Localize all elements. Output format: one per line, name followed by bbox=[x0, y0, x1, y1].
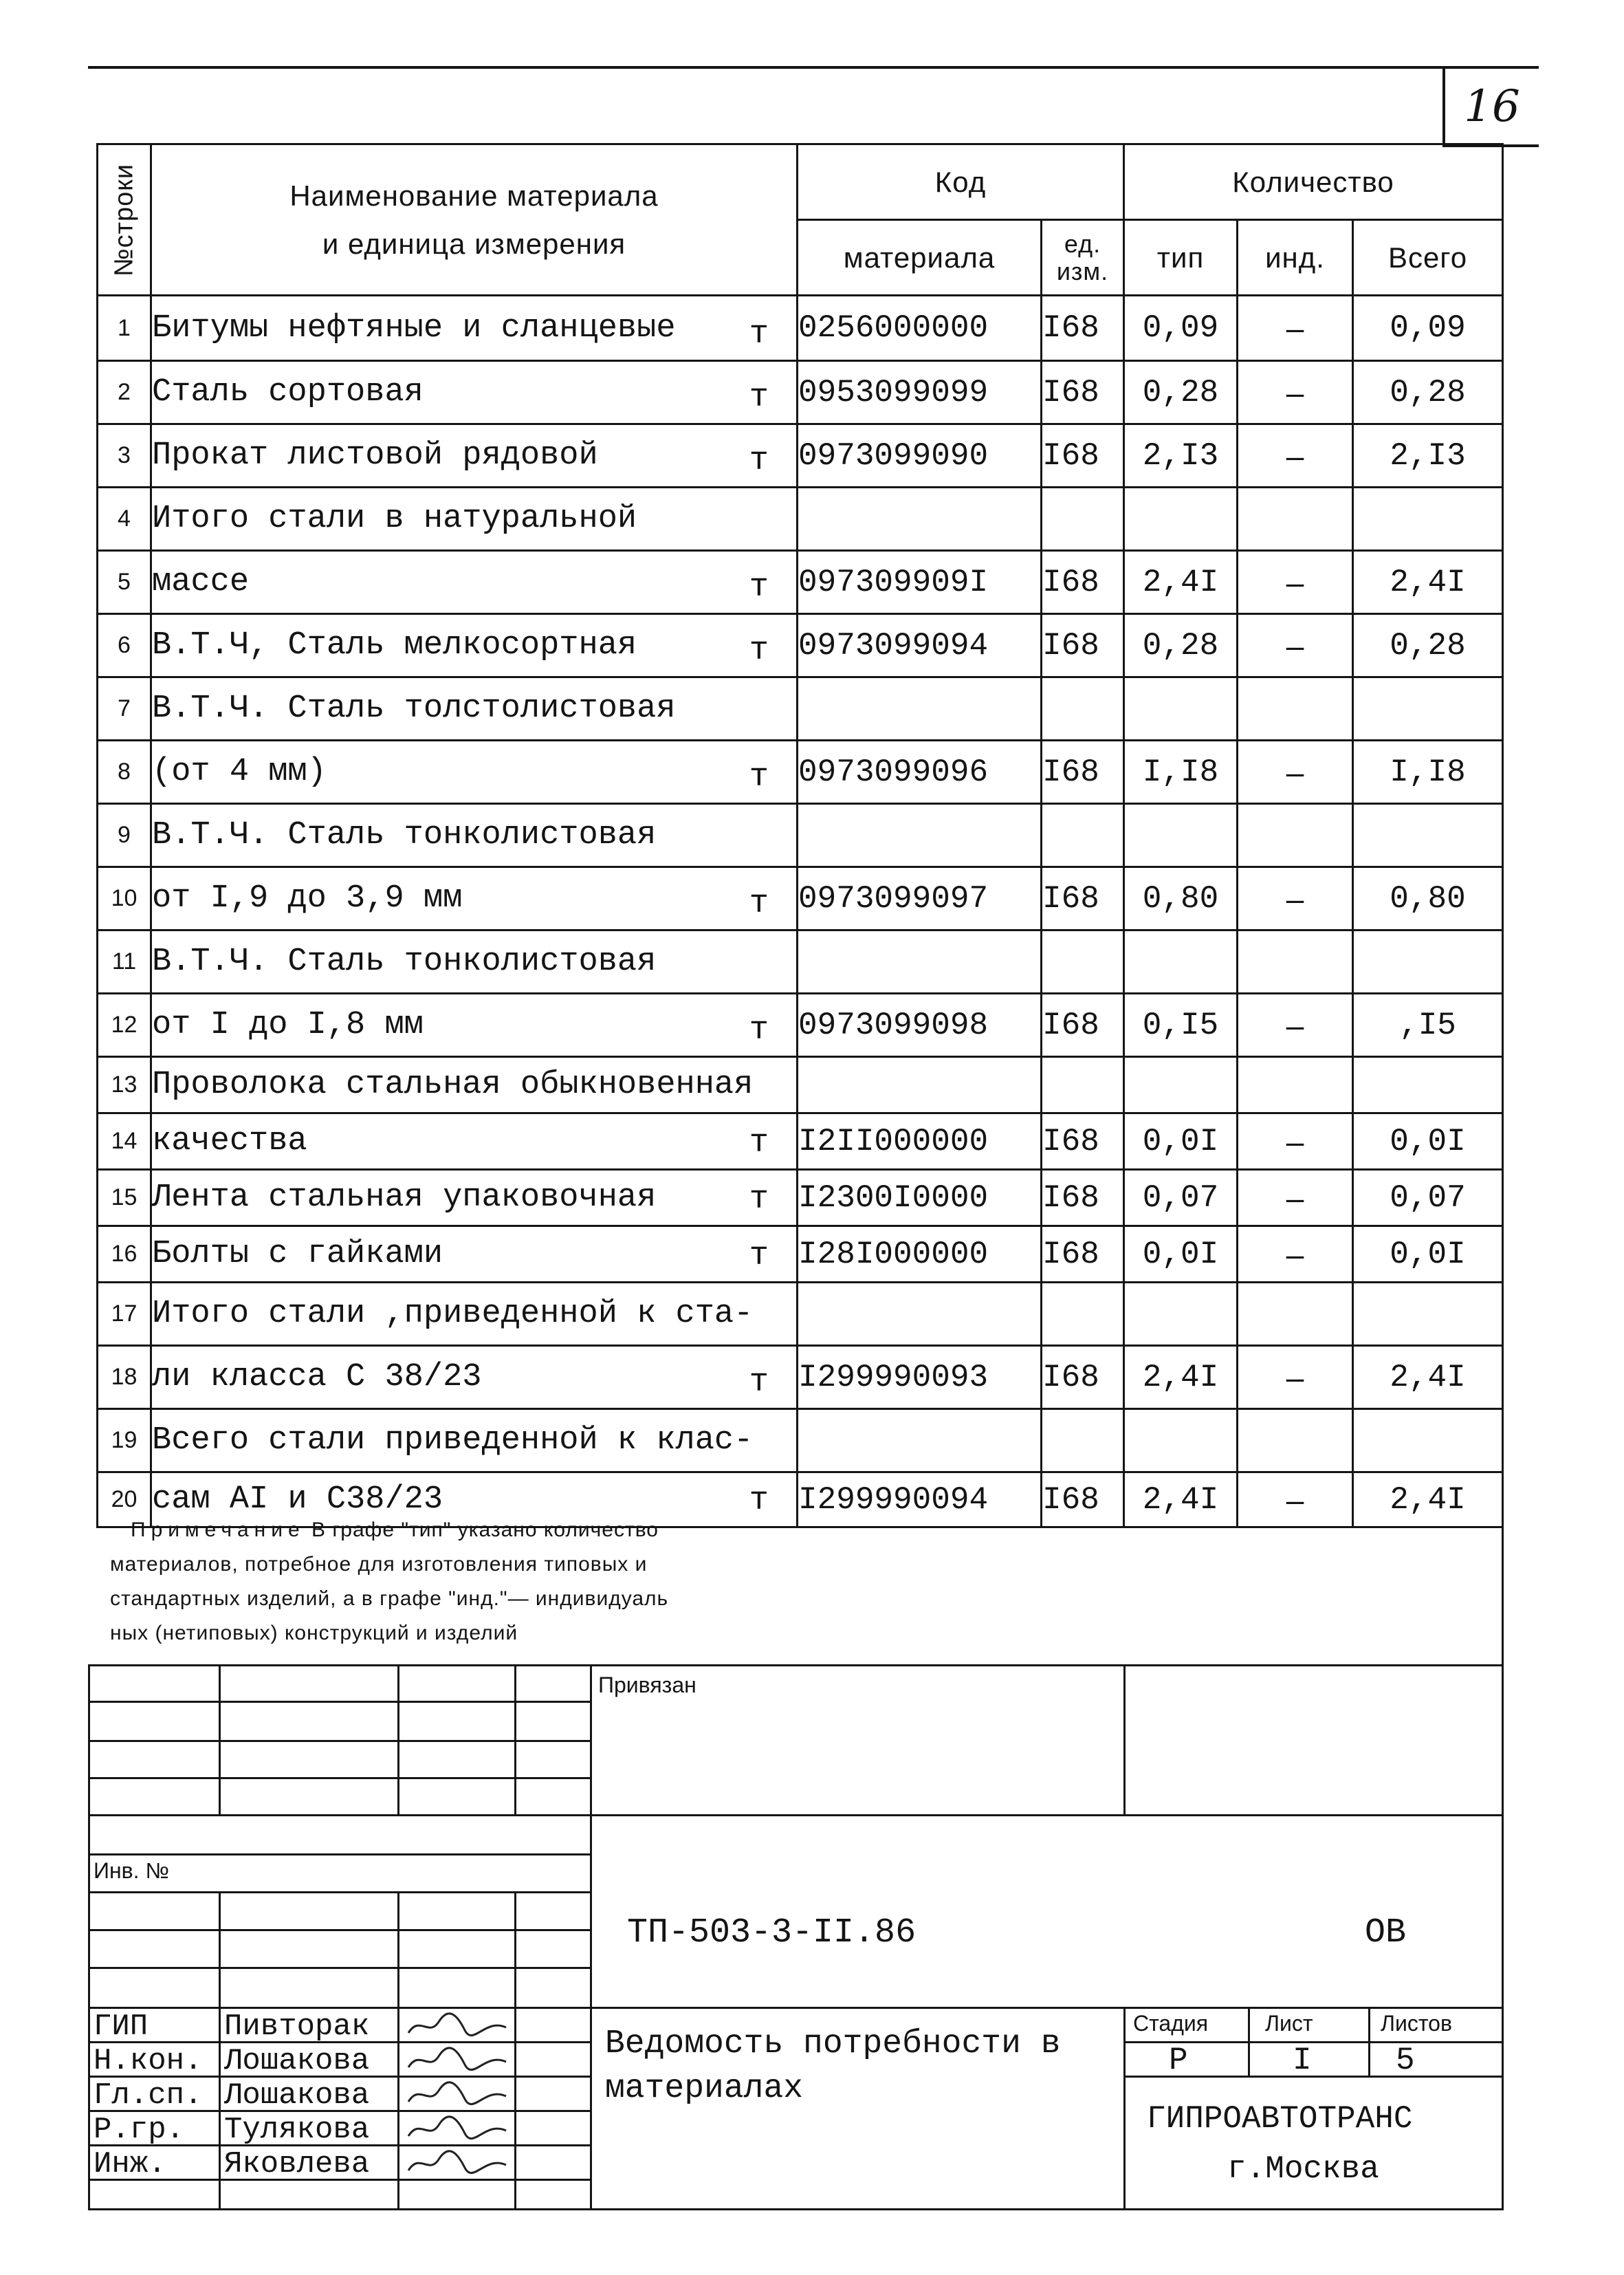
unit-code bbox=[1042, 804, 1124, 867]
row-number: 11 bbox=[98, 930, 151, 994]
handwritten-signature bbox=[406, 2010, 509, 2046]
row-number: 13 bbox=[98, 1057, 151, 1113]
material-name-text: Всего стали приведенной к клас- bbox=[152, 1422, 754, 1459]
signer-role: Гл.сп. bbox=[94, 2078, 203, 2113]
row-number: 15 bbox=[98, 1170, 151, 1226]
row-number: 8 bbox=[98, 741, 151, 804]
qty-type-value: 0,28 bbox=[1124, 614, 1238, 677]
material-name-text: В.Т.Ч. Сталь тонколистовая bbox=[152, 817, 657, 853]
material-code: 0973099094 bbox=[798, 614, 1042, 677]
row-number: 4 bbox=[98, 488, 151, 551]
signer-name: Лошакова bbox=[224, 2044, 370, 2078]
material-code: I299990093 bbox=[798, 1346, 1042, 1409]
qty-ind-value bbox=[1238, 1057, 1353, 1113]
material-code: 0973099097 bbox=[798, 867, 1042, 930]
unit-code: I68 bbox=[1042, 1170, 1124, 1226]
qty-type-value bbox=[1124, 1057, 1238, 1113]
material-name-text: Сталь сортовая bbox=[152, 374, 424, 411]
qty-ind-value: – bbox=[1238, 1346, 1353, 1409]
material-name-text: Итого стали в натуральной bbox=[152, 501, 637, 537]
city-name: г.Москва bbox=[1227, 2151, 1379, 2187]
unit-code: I68 bbox=[1042, 424, 1124, 488]
note-lead: Примечание bbox=[131, 1519, 305, 1541]
unit-code: I68 bbox=[1042, 614, 1124, 677]
row-number: 12 bbox=[98, 994, 151, 1057]
handwritten-signature bbox=[406, 2113, 509, 2149]
material-code: 0973099098 bbox=[798, 994, 1042, 1057]
table-row bbox=[98, 1226, 1503, 1283]
qty-total-value bbox=[1353, 1409, 1503, 1472]
table-row bbox=[98, 361, 1503, 424]
table-row bbox=[98, 551, 1503, 614]
material-code: I2300I0000 bbox=[798, 1170, 1042, 1226]
signer-name: Тулякова bbox=[224, 2113, 370, 2147]
material-name-text: В.Т.Ч. Сталь толстолистовая bbox=[152, 690, 676, 727]
qty-total-value: ,I5 bbox=[1353, 994, 1503, 1057]
material-name bbox=[151, 1170, 798, 1226]
qty-total-value: 0,80 bbox=[1353, 867, 1503, 930]
material-code bbox=[798, 804, 1042, 867]
row-number: 14 bbox=[98, 1113, 151, 1170]
qty-total-value bbox=[1353, 804, 1503, 867]
material-name bbox=[151, 1283, 798, 1346]
material-name bbox=[151, 677, 798, 741]
table-row bbox=[98, 741, 1503, 804]
material-unit: т bbox=[749, 380, 769, 416]
material-code bbox=[798, 1057, 1042, 1113]
unit-code: I68 bbox=[1042, 361, 1124, 424]
qty-total-value: 0,0I bbox=[1353, 1226, 1503, 1283]
material-name bbox=[151, 551, 798, 614]
signer-name: Яковлева bbox=[224, 2147, 370, 2181]
qty-ind-value bbox=[1238, 488, 1353, 551]
material-name bbox=[151, 804, 798, 867]
table-row bbox=[98, 677, 1503, 741]
row-number: 17 bbox=[98, 1283, 151, 1346]
row-number: 1 bbox=[98, 296, 151, 361]
unit-code bbox=[1042, 1283, 1124, 1346]
note-line3: стандартных изделий, а в графе "инд."— индивидуаль bbox=[110, 1587, 669, 1610]
table-row bbox=[98, 424, 1503, 488]
unit-code: I68 bbox=[1042, 1113, 1124, 1170]
qty-ind-value: – bbox=[1238, 1113, 1353, 1170]
material-name-text: Болты с гайками bbox=[152, 1236, 443, 1272]
material-name bbox=[151, 614, 798, 677]
qty-type-value: 2,I3 bbox=[1124, 424, 1238, 488]
code-header: Код bbox=[798, 144, 1124, 220]
qty-type-value: 0,07 bbox=[1124, 1170, 1238, 1226]
material-name-text: сам АI и С38/23 bbox=[152, 1481, 443, 1518]
unit-code: I68 bbox=[1042, 551, 1124, 614]
material-code: 0256000000 bbox=[798, 296, 1042, 361]
sheets-value: 5 bbox=[1396, 2043, 1415, 2078]
row-number: 9 bbox=[98, 804, 151, 867]
document-title-line2: материалах bbox=[605, 2070, 804, 2107]
code-material-header: материала bbox=[798, 220, 1042, 296]
unit-code bbox=[1042, 677, 1124, 741]
unit-code: I68 bbox=[1042, 1226, 1124, 1283]
material-unit: т bbox=[749, 1125, 769, 1162]
table-row bbox=[98, 930, 1503, 994]
qty-type-value: 0,80 bbox=[1124, 867, 1238, 930]
note-line2: материалов, потребное для изготовления типовых и bbox=[110, 1553, 648, 1576]
unit-code: I68 bbox=[1042, 867, 1124, 930]
qty-ind-value bbox=[1238, 677, 1353, 741]
qty-type-value: 0,0I bbox=[1124, 1226, 1238, 1283]
material-code bbox=[798, 1283, 1042, 1346]
materials-table bbox=[96, 143, 1504, 1528]
qty-total-value bbox=[1353, 930, 1503, 994]
qty-type-value: 0,I5 bbox=[1124, 994, 1238, 1057]
materials-rows bbox=[98, 296, 1503, 1527]
material-unit: т bbox=[749, 443, 769, 479]
material-code bbox=[798, 930, 1042, 994]
unit-code: I68 bbox=[1042, 741, 1124, 804]
handwritten-signature bbox=[406, 2147, 509, 2184]
quantity-header: Количество bbox=[1124, 144, 1503, 220]
material-name-text: Итого стали ,приведенной к ста- bbox=[152, 1296, 754, 1332]
qty-type-value bbox=[1124, 1409, 1238, 1472]
material-code: I28I000000 bbox=[798, 1226, 1042, 1283]
handwritten-signature bbox=[406, 2044, 509, 2080]
qty-ind-value: – bbox=[1238, 361, 1353, 424]
note-line4: ных (нетиповых) конструкций и изделий bbox=[110, 1622, 518, 1644]
qty-ind-value: – bbox=[1238, 994, 1353, 1057]
qty-total-value bbox=[1353, 1057, 1503, 1113]
material-name-text: (от 4 мм) bbox=[152, 754, 327, 790]
material-code bbox=[798, 488, 1042, 551]
sheets-label: Листов bbox=[1381, 2011, 1452, 2036]
table-row bbox=[98, 296, 1503, 361]
table-row bbox=[98, 614, 1503, 677]
name-header: Наименование материала и единица измерения bbox=[151, 144, 798, 296]
organization-name: ГИПРОАВТОТРАНС bbox=[1147, 2101, 1413, 2137]
row-number: 5 bbox=[98, 551, 151, 614]
document-mark: ОВ bbox=[1365, 1913, 1407, 1952]
qty-ind-header: инд. bbox=[1238, 220, 1353, 296]
material-name-text: от I,9 до 3,9 мм bbox=[152, 880, 463, 917]
qty-type-header: тип bbox=[1124, 220, 1238, 296]
sheet-number-mark: 16 bbox=[1442, 69, 1539, 147]
material-unit: т bbox=[749, 1012, 769, 1049]
material-code: 0953099099 bbox=[798, 361, 1042, 424]
qty-ind-value bbox=[1238, 930, 1353, 994]
qty-type-value: I,I8 bbox=[1124, 741, 1238, 804]
material-name bbox=[151, 867, 798, 930]
top-rule bbox=[88, 66, 1539, 69]
signer-role: ГИП bbox=[94, 2010, 149, 2044]
qty-ind-value: – bbox=[1238, 741, 1353, 804]
row-number: 19 bbox=[98, 1409, 151, 1472]
material-name-text: ли класса С 38/23 bbox=[152, 1359, 482, 1395]
qty-total-value: 0,09 bbox=[1353, 296, 1503, 361]
row-number: 7 bbox=[98, 677, 151, 741]
table-row bbox=[98, 488, 1503, 551]
qty-total-value: 0,07 bbox=[1353, 1170, 1503, 1226]
unit-code: I68 bbox=[1042, 296, 1124, 361]
material-unit: т bbox=[749, 1182, 769, 1218]
note bbox=[110, 1513, 935, 1651]
material-name-text: В.Т.Ч, Сталь мелкосортная bbox=[152, 627, 637, 664]
qty-ind-value bbox=[1238, 1283, 1353, 1346]
qty-type-value: 0,09 bbox=[1124, 296, 1238, 361]
unit-code bbox=[1042, 1409, 1124, 1472]
qty-type-value bbox=[1124, 488, 1238, 551]
qty-total-value: 0,28 bbox=[1353, 614, 1503, 677]
qty-type-value: 2,4I bbox=[1124, 1472, 1238, 1527]
qty-ind-value: – bbox=[1238, 1170, 1353, 1226]
material-name bbox=[151, 488, 798, 551]
qty-type-value bbox=[1124, 804, 1238, 867]
material-code: I2II000000 bbox=[798, 1113, 1042, 1170]
qty-total-value: 0,28 bbox=[1353, 361, 1503, 424]
qty-ind-value: – bbox=[1238, 867, 1353, 930]
table-row bbox=[98, 1170, 1503, 1226]
material-name bbox=[151, 361, 798, 424]
material-name bbox=[151, 994, 798, 1057]
material-code: I299990094 bbox=[798, 1472, 1042, 1527]
material-name-text: от I до I,8 мм bbox=[152, 1007, 424, 1043]
qty-total-header: Всего bbox=[1353, 220, 1503, 296]
qty-ind-value: – bbox=[1238, 1226, 1353, 1283]
document-code: ТП-503-3-II.86 bbox=[627, 1913, 917, 1952]
table-row bbox=[98, 994, 1503, 1057]
qty-total-value bbox=[1353, 1283, 1503, 1346]
table-row bbox=[98, 1346, 1503, 1409]
material-name bbox=[151, 1226, 798, 1283]
material-name-text: Прокат листовой рядовой bbox=[152, 437, 598, 474]
row-number: 20 bbox=[98, 1472, 151, 1527]
qty-total-value: 2,4I bbox=[1353, 1472, 1503, 1527]
qty-type-value bbox=[1124, 930, 1238, 994]
qty-type-value: 0,0I bbox=[1124, 1113, 1238, 1170]
handwritten-signature bbox=[406, 2078, 509, 2115]
material-code: 0973099096 bbox=[798, 741, 1042, 804]
qty-total-value bbox=[1353, 488, 1503, 551]
table-row bbox=[98, 1409, 1503, 1472]
inventory-number-label: Инв. № bbox=[94, 1858, 169, 1883]
material-unit: т bbox=[749, 569, 769, 606]
table-row bbox=[98, 1283, 1503, 1346]
sheet-label: Лист bbox=[1265, 2011, 1313, 2036]
unit-code bbox=[1042, 488, 1124, 551]
qty-total-value: I,I8 bbox=[1353, 741, 1503, 804]
material-unit: т bbox=[749, 1364, 769, 1401]
row-number: 3 bbox=[98, 424, 151, 488]
row-number: 16 bbox=[98, 1226, 151, 1283]
material-name bbox=[151, 1057, 798, 1113]
row-number: 10 bbox=[98, 867, 151, 930]
qty-type-value bbox=[1124, 1283, 1238, 1346]
qty-type-value: 0,28 bbox=[1124, 361, 1238, 424]
material-name-text: Лента стальная упаковочная bbox=[152, 1179, 657, 1216]
sheet-value: I bbox=[1293, 2043, 1312, 2078]
material-unit: т bbox=[749, 1483, 769, 1519]
qty-ind-value bbox=[1238, 804, 1353, 867]
material-name bbox=[151, 1409, 798, 1472]
qty-type-value: 2,4I bbox=[1124, 1346, 1238, 1409]
qty-ind-value: – bbox=[1238, 296, 1353, 361]
privyazan-label: Привязан bbox=[598, 1673, 696, 1697]
note-line1: В графе "тип" указано количество bbox=[311, 1519, 659, 1541]
stage-value: Р bbox=[1169, 2043, 1188, 2078]
qty-total-value: 0,0I bbox=[1353, 1113, 1503, 1170]
qty-total-value: 2,I3 bbox=[1353, 424, 1503, 488]
material-name bbox=[151, 930, 798, 994]
qty-type-value: 2,4I bbox=[1124, 551, 1238, 614]
table-row bbox=[98, 1057, 1503, 1113]
material-code: 097309909I bbox=[798, 551, 1042, 614]
unit-code bbox=[1042, 930, 1124, 994]
table-row bbox=[98, 1113, 1503, 1170]
material-unit: т bbox=[749, 759, 769, 796]
qty-ind-value: – bbox=[1238, 424, 1353, 488]
material-name-text: Битумы нефтяные и сланцевые bbox=[152, 309, 676, 347]
qty-ind-value: – bbox=[1238, 614, 1353, 677]
stage-label: Стадия bbox=[1133, 2011, 1209, 2036]
material-name bbox=[151, 296, 798, 361]
qty-ind-value: – bbox=[1238, 1472, 1353, 1527]
unit-code: I68 bbox=[1042, 1472, 1124, 1527]
material-name bbox=[151, 1113, 798, 1170]
material-unit: т bbox=[749, 1238, 769, 1274]
material-unit: т bbox=[749, 886, 769, 922]
material-name-text: В.Т.Ч. Сталь тонколистовая bbox=[152, 944, 657, 980]
row-number: 2 bbox=[98, 361, 151, 424]
qty-ind-value bbox=[1238, 1409, 1353, 1472]
material-name bbox=[151, 424, 798, 488]
document-title-line1: Ведомость потребности в bbox=[605, 2025, 1061, 2062]
unit-code: I68 bbox=[1042, 994, 1124, 1057]
signer-role: Инж. bbox=[94, 2147, 166, 2181]
code-unit-header: ед. изм. bbox=[1042, 220, 1124, 296]
material-name-text: Проволока стальная обыкновенная bbox=[152, 1067, 754, 1103]
row-number-header: №строки bbox=[98, 144, 151, 296]
material-name bbox=[151, 741, 798, 804]
table-row bbox=[98, 867, 1503, 930]
material-unit: т bbox=[749, 316, 769, 353]
material-name-text: массе bbox=[152, 564, 250, 600]
material-name-text: качества bbox=[152, 1123, 307, 1160]
signer-name: Пивторак bbox=[224, 2010, 370, 2044]
signer-role: Р.гр. bbox=[94, 2113, 185, 2147]
signer-name: Лошакова bbox=[224, 2078, 370, 2113]
qty-total-value: 2,4I bbox=[1353, 1346, 1503, 1409]
qty-total-value bbox=[1353, 677, 1503, 741]
material-code bbox=[798, 677, 1042, 741]
qty-total-value: 2,4I bbox=[1353, 551, 1503, 614]
signer-role: Н.кон. bbox=[94, 2044, 203, 2078]
table-row bbox=[98, 804, 1503, 867]
row-number: 18 bbox=[98, 1346, 151, 1409]
material-unit: т bbox=[749, 633, 769, 669]
row-number: 6 bbox=[98, 614, 151, 677]
qty-type-value bbox=[1124, 677, 1238, 741]
unit-code bbox=[1042, 1057, 1124, 1113]
material-name bbox=[151, 1346, 798, 1409]
material-code bbox=[798, 1409, 1042, 1472]
qty-ind-value: – bbox=[1238, 551, 1353, 614]
material-code: 0973099090 bbox=[798, 424, 1042, 488]
unit-code: I68 bbox=[1042, 1346, 1124, 1409]
